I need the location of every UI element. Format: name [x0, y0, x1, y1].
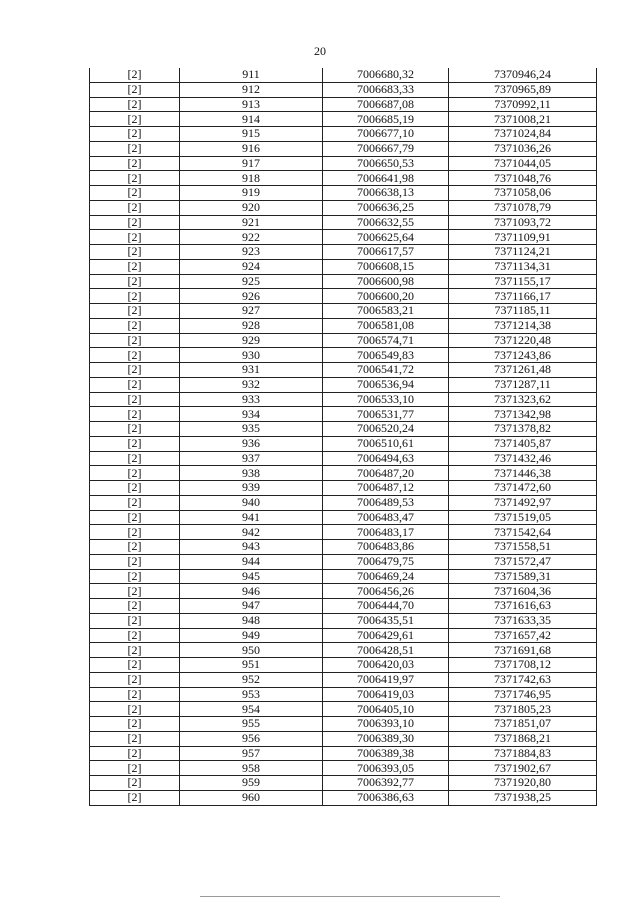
point-number-cell: 935: [180, 422, 323, 437]
point-number-cell: 945: [180, 569, 323, 584]
y-coordinate-cell: 7371708,12: [449, 658, 597, 673]
y-coordinate-cell: 7371109,91: [449, 230, 597, 245]
point-number-cell: 914: [180, 112, 323, 127]
table-row: [90, 584, 597, 599]
y-coordinate-cell: 7371405,87: [449, 436, 597, 451]
x-coordinate-cell: 7006419,03: [323, 687, 449, 702]
y-coordinate-cell: 7371134,31: [449, 259, 597, 274]
table-row: [90, 171, 597, 186]
table-row: [90, 495, 597, 510]
table-row: [90, 141, 597, 156]
table-row: [90, 658, 597, 673]
ref-cell: [2]: [90, 304, 180, 319]
y-coordinate-cell: 7371078,79: [449, 200, 597, 215]
y-coordinate-cell: 7371124,21: [449, 245, 597, 260]
point-number-cell: 954: [180, 702, 323, 717]
ref-cell: [2]: [90, 481, 180, 496]
x-coordinate-cell: 7006533,10: [323, 392, 449, 407]
x-coordinate-cell: 7006683,33: [323, 82, 449, 97]
table-row: [90, 451, 597, 466]
ref-cell: [2]: [90, 112, 180, 127]
x-coordinate-cell: 7006685,19: [323, 112, 449, 127]
point-number-cell: 955: [180, 717, 323, 732]
point-number-cell: 916: [180, 141, 323, 156]
table-row: [90, 628, 597, 643]
point-number-cell: 930: [180, 348, 323, 363]
x-coordinate-cell: 7006650,53: [323, 156, 449, 171]
ref-cell: [2]: [90, 495, 180, 510]
point-number-cell: 912: [180, 82, 323, 97]
ref-cell: [2]: [90, 82, 180, 97]
y-coordinate-cell: 7371542,64: [449, 525, 597, 540]
point-number-cell: 920: [180, 200, 323, 215]
ref-cell: [2]: [90, 436, 180, 451]
ref-cell: [2]: [90, 584, 180, 599]
y-coordinate-cell: 7371048,76: [449, 171, 597, 186]
y-coordinate-cell: 7371155,17: [449, 274, 597, 289]
coordinates-table-body: [90, 68, 597, 805]
y-coordinate-cell: 7371572,47: [449, 554, 597, 569]
ref-cell: [2]: [90, 171, 180, 186]
x-coordinate-cell: 7006419,97: [323, 672, 449, 687]
point-number-cell: 928: [180, 318, 323, 333]
x-coordinate-cell: 7006393,10: [323, 717, 449, 732]
table-row: [90, 776, 597, 791]
x-coordinate-cell: 7006435,51: [323, 613, 449, 628]
point-number-cell: 932: [180, 377, 323, 392]
y-coordinate-cell: 7371432,46: [449, 451, 597, 466]
x-coordinate-cell: 7006625,64: [323, 230, 449, 245]
x-coordinate-cell: 7006636,25: [323, 200, 449, 215]
coordinates-table: [89, 68, 597, 806]
ref-cell: [2]: [90, 348, 180, 363]
table-row: [90, 672, 597, 687]
point-number-cell: 931: [180, 363, 323, 378]
y-coordinate-cell: 7371342,98: [449, 407, 597, 422]
ref-cell: [2]: [90, 554, 180, 569]
ref-cell: [2]: [90, 761, 180, 776]
point-number-cell: 940: [180, 495, 323, 510]
ref-cell: [2]: [90, 186, 180, 201]
ref-cell: [2]: [90, 569, 180, 584]
ref-cell: [2]: [90, 363, 180, 378]
point-number-cell: 939: [180, 481, 323, 496]
x-coordinate-cell: 7006677,10: [323, 127, 449, 142]
y-coordinate-cell: 7371492,97: [449, 495, 597, 510]
x-coordinate-cell: 7006389,38: [323, 746, 449, 761]
table-row: [90, 687, 597, 702]
table-row: [90, 466, 597, 481]
point-number-cell: 917: [180, 156, 323, 171]
point-number-cell: 959: [180, 776, 323, 791]
point-number-cell: 942: [180, 525, 323, 540]
table-row: [90, 702, 597, 717]
ref-cell: [2]: [90, 510, 180, 525]
x-coordinate-cell: 7006687,08: [323, 97, 449, 112]
table-row: [90, 348, 597, 363]
x-coordinate-cell: 7006583,21: [323, 304, 449, 319]
point-number-cell: 950: [180, 643, 323, 658]
y-coordinate-cell: 7371920,80: [449, 776, 597, 791]
table-row: [90, 304, 597, 319]
x-coordinate-cell: 7006405,10: [323, 702, 449, 717]
point-number-cell: 946: [180, 584, 323, 599]
ref-cell: [2]: [90, 672, 180, 687]
y-coordinate-cell: 7371938,25: [449, 790, 597, 805]
x-coordinate-cell: 7006600,98: [323, 274, 449, 289]
ref-cell: [2]: [90, 318, 180, 333]
ref-cell: [2]: [90, 776, 180, 791]
table-row: [90, 761, 597, 776]
table-row: [90, 731, 597, 746]
x-coordinate-cell: 7006420,03: [323, 658, 449, 673]
y-coordinate-cell: 7370965,89: [449, 82, 597, 97]
x-coordinate-cell: 7006510,61: [323, 436, 449, 451]
table-row: [90, 746, 597, 761]
ref-cell: [2]: [90, 215, 180, 230]
y-coordinate-cell: 7371851,07: [449, 717, 597, 732]
y-coordinate-cell: 7371884,83: [449, 746, 597, 761]
y-coordinate-cell: 7371036,26: [449, 141, 597, 156]
point-number-cell: 943: [180, 540, 323, 555]
y-coordinate-cell: 7371616,63: [449, 599, 597, 614]
point-number-cell: 948: [180, 613, 323, 628]
point-number-cell: 952: [180, 672, 323, 687]
point-number-cell: 923: [180, 245, 323, 260]
point-number-cell: 922: [180, 230, 323, 245]
table-row: [90, 68, 597, 82]
y-coordinate-cell: 7371742,63: [449, 672, 597, 687]
x-coordinate-cell: 7006456,26: [323, 584, 449, 599]
y-coordinate-cell: 7371604,36: [449, 584, 597, 599]
ref-cell: [2]: [90, 274, 180, 289]
x-coordinate-cell: 7006487,20: [323, 466, 449, 481]
x-coordinate-cell: 7006549,83: [323, 348, 449, 363]
table-row: [90, 422, 597, 437]
point-number-cell: 951: [180, 658, 323, 673]
point-number-cell: 926: [180, 289, 323, 304]
x-coordinate-cell: 7006483,17: [323, 525, 449, 540]
y-coordinate-cell: 7371558,51: [449, 540, 597, 555]
table-row: [90, 407, 597, 422]
ref-cell: [2]: [90, 687, 180, 702]
table-row: [90, 363, 597, 378]
ref-cell: [2]: [90, 451, 180, 466]
page-number: 20: [314, 44, 326, 58]
y-coordinate-cell: 7371805,23: [449, 702, 597, 717]
ref-cell: [2]: [90, 702, 180, 717]
ref-cell: [2]: [90, 97, 180, 112]
x-coordinate-cell: 7006638,13: [323, 186, 449, 201]
ref-cell: [2]: [90, 643, 180, 658]
point-number-cell: 913: [180, 97, 323, 112]
y-coordinate-cell: 7371008,21: [449, 112, 597, 127]
ref-cell: [2]: [90, 746, 180, 761]
point-number-cell: 918: [180, 171, 323, 186]
table-row: [90, 186, 597, 201]
table-row: [90, 599, 597, 614]
point-number-cell: 925: [180, 274, 323, 289]
table-row: [90, 569, 597, 584]
point-number-cell: 915: [180, 127, 323, 142]
ref-cell: [2]: [90, 127, 180, 142]
point-number-cell: 937: [180, 451, 323, 466]
point-number-cell: 953: [180, 687, 323, 702]
point-number-cell: 944: [180, 554, 323, 569]
y-coordinate-cell: 7371446,38: [449, 466, 597, 481]
ref-cell: [2]: [90, 540, 180, 555]
x-coordinate-cell: 7006429,61: [323, 628, 449, 643]
x-coordinate-cell: 7006680,32: [323, 68, 449, 82]
y-coordinate-cell: 7371378,82: [449, 422, 597, 437]
y-coordinate-cell: 7371519,05: [449, 510, 597, 525]
y-coordinate-cell: 7371214,38: [449, 318, 597, 333]
point-number-cell: 936: [180, 436, 323, 451]
table-row: [90, 333, 597, 348]
point-number-cell: 956: [180, 731, 323, 746]
y-coordinate-cell: 7370992,11: [449, 97, 597, 112]
point-number-cell: 949: [180, 628, 323, 643]
x-coordinate-cell: 7006574,71: [323, 333, 449, 348]
table-row: [90, 790, 597, 805]
x-coordinate-cell: 7006469,24: [323, 569, 449, 584]
x-coordinate-cell: 7006641,98: [323, 171, 449, 186]
x-coordinate-cell: 7006536,94: [323, 377, 449, 392]
y-coordinate-cell: 7371868,21: [449, 731, 597, 746]
table-row: [90, 215, 597, 230]
table-row: [90, 392, 597, 407]
ref-cell: [2]: [90, 731, 180, 746]
x-coordinate-cell: 7006494,63: [323, 451, 449, 466]
x-coordinate-cell: 7006667,79: [323, 141, 449, 156]
y-coordinate-cell: 7371589,31: [449, 569, 597, 584]
point-number-cell: 929: [180, 333, 323, 348]
point-number-cell: 927: [180, 304, 323, 319]
y-coordinate-cell: 7370946,24: [449, 68, 597, 82]
table-row: [90, 377, 597, 392]
x-coordinate-cell: 7006600,20: [323, 289, 449, 304]
point-number-cell: 938: [180, 466, 323, 481]
y-coordinate-cell: 7371746,95: [449, 687, 597, 702]
table-row: [90, 230, 597, 245]
ref-cell: [2]: [90, 392, 180, 407]
y-coordinate-cell: 7371323,62: [449, 392, 597, 407]
y-coordinate-cell: 7371093,72: [449, 215, 597, 230]
point-number-cell: 921: [180, 215, 323, 230]
x-coordinate-cell: 7006386,63: [323, 790, 449, 805]
table-row: [90, 112, 597, 127]
point-number-cell: 957: [180, 746, 323, 761]
ref-cell: [2]: [90, 156, 180, 171]
table-row: [90, 436, 597, 451]
x-coordinate-cell: 7006632,55: [323, 215, 449, 230]
ref-cell: [2]: [90, 259, 180, 274]
y-coordinate-cell: 7371472,60: [449, 481, 597, 496]
ref-cell: [2]: [90, 333, 180, 348]
y-coordinate-cell: 7371058,06: [449, 186, 597, 201]
ref-cell: [2]: [90, 790, 180, 805]
ref-cell: [2]: [90, 599, 180, 614]
x-coordinate-cell: 7006617,57: [323, 245, 449, 260]
y-coordinate-cell: 7371166,17: [449, 289, 597, 304]
table-row: [90, 318, 597, 333]
y-coordinate-cell: 7371044,05: [449, 156, 597, 171]
x-coordinate-cell: 7006483,47: [323, 510, 449, 525]
x-coordinate-cell: 7006483,86: [323, 540, 449, 555]
table-row: [90, 200, 597, 215]
point-number-cell: 933: [180, 392, 323, 407]
table-row: [90, 289, 597, 304]
y-coordinate-cell: 7371261,48: [449, 363, 597, 378]
ref-cell: [2]: [90, 68, 180, 82]
table-row: [90, 510, 597, 525]
ref-cell: [2]: [90, 230, 180, 245]
ref-cell: [2]: [90, 200, 180, 215]
x-coordinate-cell: 7006392,77: [323, 776, 449, 791]
y-coordinate-cell: 7371657,42: [449, 628, 597, 643]
ref-cell: [2]: [90, 525, 180, 540]
y-coordinate-cell: 7371902,67: [449, 761, 597, 776]
ref-cell: [2]: [90, 658, 180, 673]
y-coordinate-cell: 7371185,11: [449, 304, 597, 319]
table-row: [90, 259, 597, 274]
point-number-cell: 941: [180, 510, 323, 525]
y-coordinate-cell: 7371633,35: [449, 613, 597, 628]
y-coordinate-cell: 7371024,84: [449, 127, 597, 142]
point-number-cell: 919: [180, 186, 323, 201]
x-coordinate-cell: 7006393,05: [323, 761, 449, 776]
x-coordinate-cell: 7006444,70: [323, 599, 449, 614]
table-row: [90, 613, 597, 628]
table-row: [90, 82, 597, 97]
point-number-cell: 934: [180, 407, 323, 422]
x-coordinate-cell: 7006489,53: [323, 495, 449, 510]
point-number-cell: 947: [180, 599, 323, 614]
ref-cell: [2]: [90, 466, 180, 481]
table-row: [90, 540, 597, 555]
point-number-cell: 960: [180, 790, 323, 805]
table-row: [90, 525, 597, 540]
y-coordinate-cell: 7371287,11: [449, 377, 597, 392]
point-number-cell: 924: [180, 259, 323, 274]
table-row: [90, 717, 597, 732]
x-coordinate-cell: 7006608,15: [323, 259, 449, 274]
x-coordinate-cell: 7006531,77: [323, 407, 449, 422]
table-row: [90, 127, 597, 142]
x-coordinate-cell: 7006541,72: [323, 363, 449, 378]
ref-cell: [2]: [90, 628, 180, 643]
ref-cell: [2]: [90, 245, 180, 260]
table-row: [90, 274, 597, 289]
x-coordinate-cell: 7006487,12: [323, 481, 449, 496]
point-number-cell: 911: [180, 68, 323, 82]
ref-cell: [2]: [90, 717, 180, 732]
ref-cell: [2]: [90, 141, 180, 156]
x-coordinate-cell: 7006389,30: [323, 731, 449, 746]
table-row: [90, 97, 597, 112]
x-coordinate-cell: 7006581,08: [323, 318, 449, 333]
ref-cell: [2]: [90, 377, 180, 392]
y-coordinate-cell: 7371243,86: [449, 348, 597, 363]
y-coordinate-cell: 7371220,48: [449, 333, 597, 348]
ref-cell: [2]: [90, 407, 180, 422]
table-row: [90, 245, 597, 260]
table-row: [90, 554, 597, 569]
ref-cell: [2]: [90, 613, 180, 628]
table-row: [90, 481, 597, 496]
table-row: [90, 156, 597, 171]
x-coordinate-cell: 7006428,51: [323, 643, 449, 658]
x-coordinate-cell: 7006479,75: [323, 554, 449, 569]
point-number-cell: 958: [180, 761, 323, 776]
ref-cell: [2]: [90, 422, 180, 437]
x-coordinate-cell: 7006520,24: [323, 422, 449, 437]
ref-cell: [2]: [90, 289, 180, 304]
table-row: [90, 643, 597, 658]
bottom-rule: [200, 896, 500, 897]
y-coordinate-cell: 7371691,68: [449, 643, 597, 658]
